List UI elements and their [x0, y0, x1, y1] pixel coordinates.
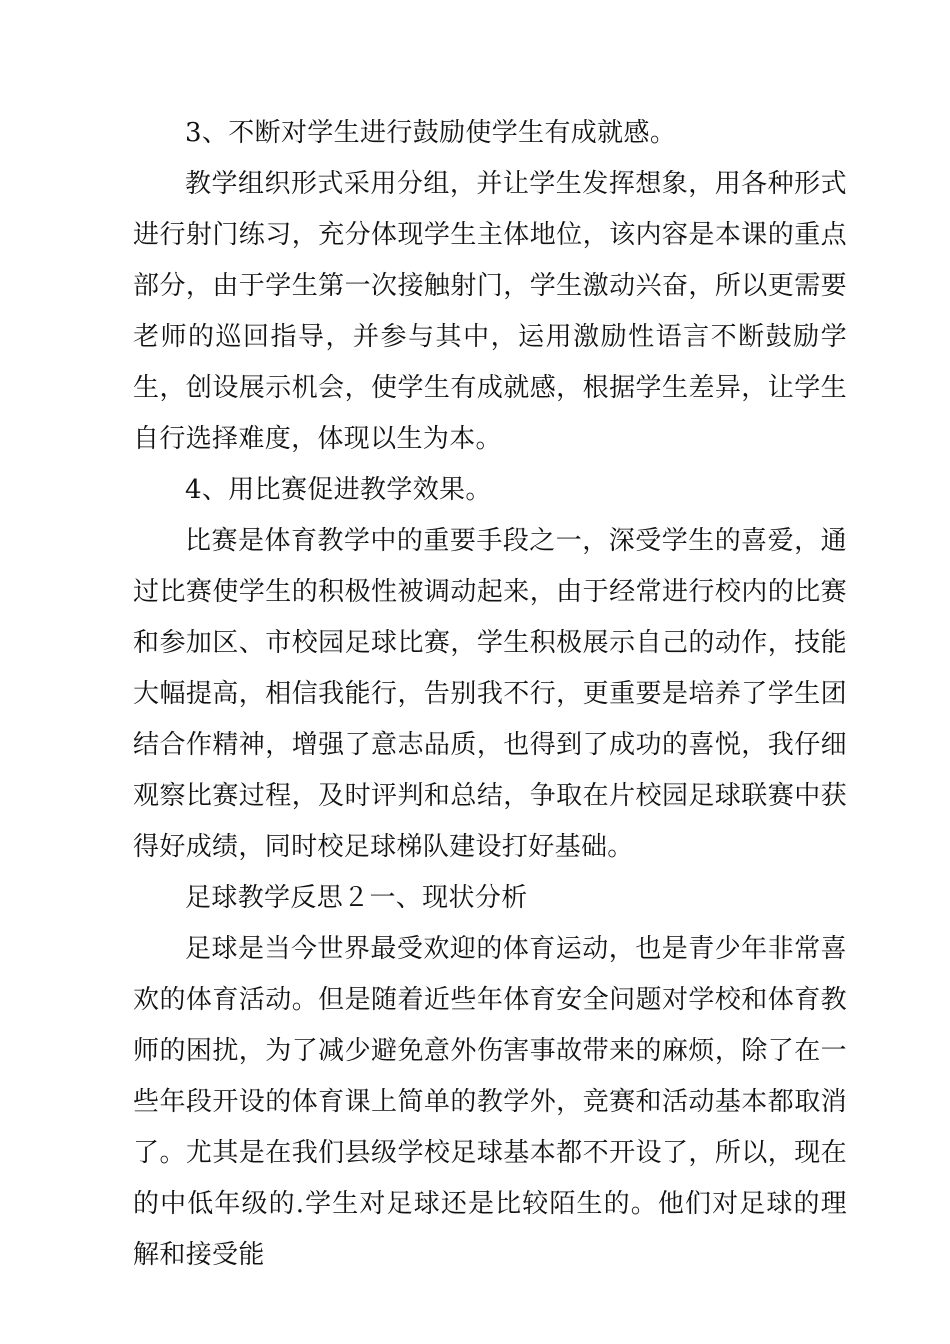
- section-heading-reflection-2: 足球教学反思２一、现状分析: [185, 883, 528, 913]
- paragraph-item-4-competition: 4、用比赛促进教学效果。: [185, 475, 492, 505]
- paragraph-status-analysis: 足球是当今世界最受欢迎的体育运动，也是青少年非常喜欢的体育活动。但是随着近些年体育安全问题对学校和体育教师的困扰，为了减少避免意外伤害事故带来的麻烦，除了在一些年段开设的体育课上简单的教学外，竞赛和活动基本都取消了。尤其是在我们县级学校足球基本都不开设了，所以，现在的中低年级的.学生对足球还是比较陌生的。他们对足球的理解和接受能: [133, 934, 847, 1270]
- paragraph-competition-details: 比赛是体育教学中的重要手段之一，深受学生的喜爱，通过比赛使学生的积极性被调动起来，由于经常进行校内的比赛和参加区、市校园足球比赛，学生积极展示自己的动作，技能大幅提高，相信我能行，告别我不行，更重要是培养了学生团结合作精神，增强了意志品质，也得到了成功的喜悦，我仔细观察比赛过程，及时评判和总结，争取在片校园足球联赛中获得好成绩，同时校足球梯队建设打好基础。: [133, 526, 847, 862]
- document-body: [133, 108, 847, 1281]
- paragraph-teaching-organization: 教学组织形式采用分组，并让学生发挥想象，用各种形式进行射门练习，充分体现学生主体地位，该内容是本课的重点部分，由于学生第一次接触射门，学生激动兴奋，所以更需要老师的巡回指导，并参与其中，运用激励性语言不断鼓励学生，创设展示机会，使学生有成就感，根据学生差异，让学生自行选择难度，体现以生为本。: [133, 169, 847, 454]
- paragraph-item-3-encouragement: 3、不断对学生进行鼓励使学生有成就感。: [185, 118, 677, 148]
